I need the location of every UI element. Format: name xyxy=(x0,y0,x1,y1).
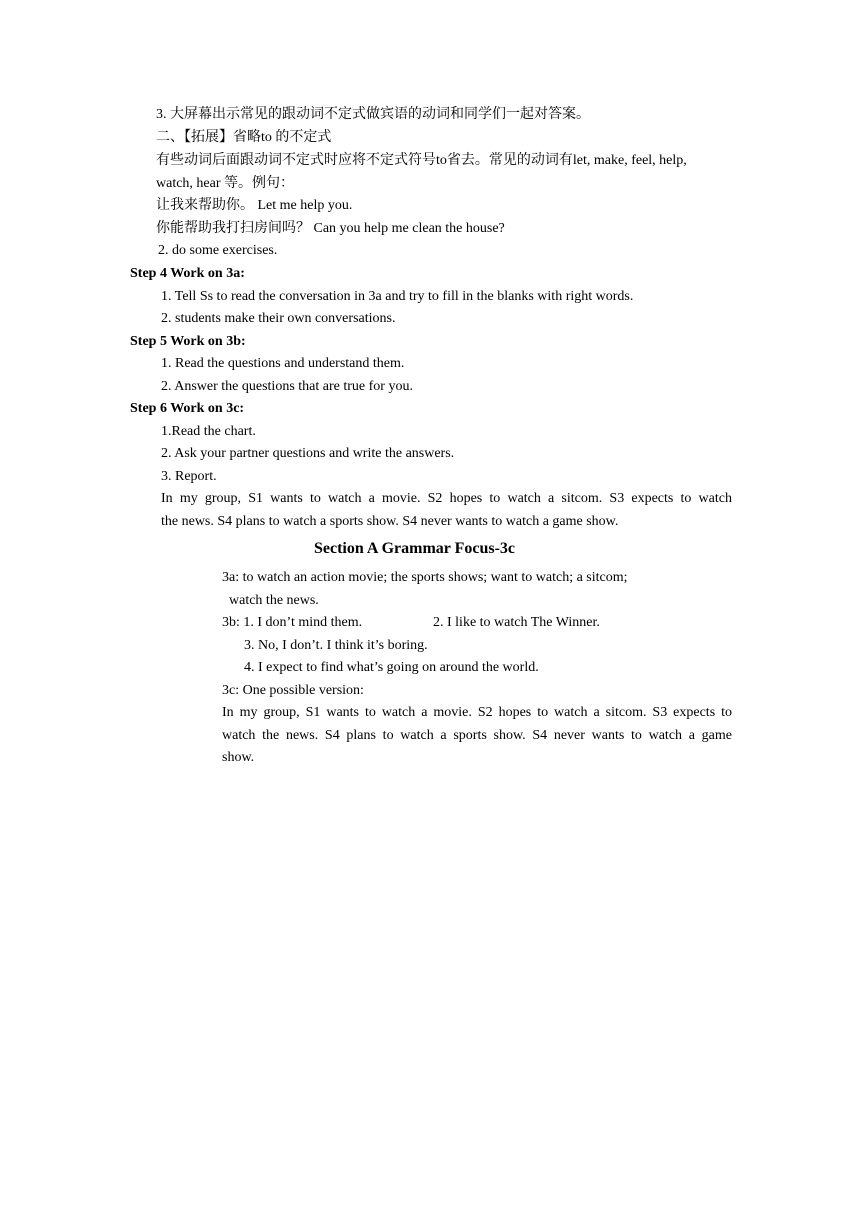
step6-report-line-2: the news. S4 plans to watch a sports show. S4 never wants to watch a game show. xyxy=(161,514,619,529)
section-title: Section A Grammar Focus-3c xyxy=(314,540,516,557)
answer-3c-line-1: In my group, S1 wants to watch a movie. S2 hopes to watch a sitcom. S3 expects to xyxy=(222,705,732,720)
step5-item-1: 1. Read the questions and understand them. xyxy=(161,356,405,371)
step6-item-1: 1.Read the chart. xyxy=(161,424,256,439)
line-rule: 有些动词后面跟动词不定式时应将不定式符号to省去。常见的动词有let, make, feel, help, xyxy=(156,153,687,168)
answer-3c-heading: 3c: One possible version: xyxy=(222,683,364,698)
line-answers-note: 3. 大屏幕出示常见的跟动词不定式做宾语的动词和同学们一起对答案。 xyxy=(156,107,590,122)
answer-3c-line-2: watch the news. S4 plans to watch a sports show. S4 never wants to watch a game xyxy=(222,728,732,743)
step6-item-3: 3. Report. xyxy=(161,469,217,484)
line-exercises: 2. do some exercises. xyxy=(158,243,278,258)
step5-heading: Step 5 Work on 3b: xyxy=(130,334,246,349)
answer-3c-line-3: show. xyxy=(222,750,255,765)
step4-item-2: 2. students make their own conversations. xyxy=(161,311,396,326)
step6-report-line-1: In my group, S1 wants to watch a movie. S2 hopes to watch a sitcom. S3 expects to watch xyxy=(161,491,732,506)
answer-3b-2: 2. I like to watch The Winner. xyxy=(433,615,600,630)
step6-heading: Step 6 Work on 3c: xyxy=(130,401,245,416)
answer-3b-4: 4. I expect to find what’s going on around the world. xyxy=(244,660,539,675)
line-example-1: 让我来帮助你。 Let me help you. xyxy=(156,198,353,213)
step4-item-1: 1. Tell Ss to read the conversation in 3a and try to fill in the blanks with right words. xyxy=(161,289,634,304)
line-extension-heading: 二、【拓展】省略to 的不定式 xyxy=(156,130,332,145)
line-example-2: 你能帮助我打扫房间吗？ Can you help me clean the house? xyxy=(156,221,505,236)
answer-3b-1: 3b: 1. I don’t mind them. xyxy=(222,615,363,630)
line-rule-cont: watch, hear 等。例句： xyxy=(156,176,295,191)
answer-3a-line-2: watch the news. xyxy=(229,593,319,608)
step5-item-2: 2. Answer the questions that are true for you. xyxy=(161,379,413,394)
answer-3a-line-1: 3a: to watch an action movie; the sports shows; want to watch; a sitcom; xyxy=(222,570,628,585)
answer-3b-3: 3. No, I don’t. I think it’s boring. xyxy=(244,638,428,653)
step4-heading: Step 4 Work on 3a: xyxy=(130,266,245,281)
step6-item-2: 2. Ask your partner questions and write the answers. xyxy=(161,446,455,461)
